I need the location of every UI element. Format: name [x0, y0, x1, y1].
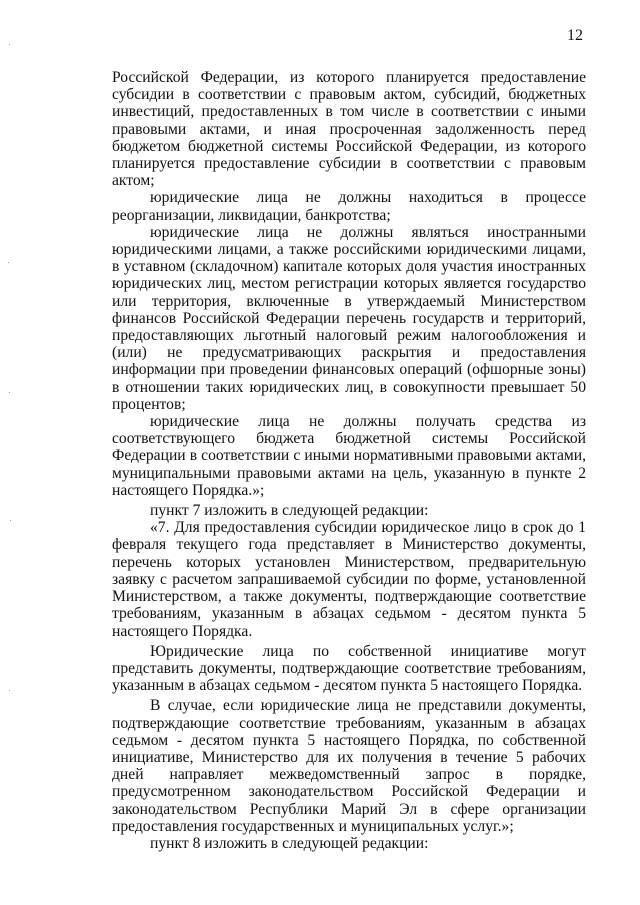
paragraph: Юридические лица по собственной инициативе могут представить документы, подтверждающие соответствие требованиям, указанным в абзацах седьмом - десятом пункта 5 настоящего Порядка. [112, 642, 586, 695]
scan-margin-mark [8, 262, 9, 263]
paragraph: Российской Федерации, из которого планируется предоставление субсидии в соответствии с правовым актом, субсидий, бюджетных инвестиций, предоставленных в том числе в соответствии с иными правовыми актами, и иная просроченная задолженность перед бюджетом бюджетной системы Российской Федерации, из которого планируется предоставление субсидии в соответствии с правовым актом; [112, 69, 586, 190]
scan-margin-mark [9, 392, 10, 393]
paragraph: юридические лица не должны находиться в процессе реорганизации, ликвидации, банкротства; [112, 189, 586, 224]
document-body [112, 69, 586, 852]
scan-margin-mark [9, 44, 10, 45]
scan-margin-mark [10, 520, 11, 521]
paragraph: юридические лица не должны являться иностранными юридическими лицами, а также российскими юридическими лицами, в уставном (складочном) капитале которых доля участия иностранных юридических лиц, местом регистрации которых является государство или территория, включенные в утверждаемый Министерством финансов Российской Федерации перечень государств и территорий, предоставляющих льготный налоговый режим налогообложения и (или) не предусматривающих раскрытия и предоставления информации при проведении финансовых операций (офшорные зоны) в отношении таких юридических лиц, в совокупности превышает 50 процентов; [112, 223, 586, 413]
page-number: 12 [567, 27, 583, 44]
paragraph: юридические лица не должны получать средства из соответствующего бюджета бюджетной системы Российской Федерации в соответствии с иными нормативными правовыми актами, муниципальными правовыми актами на цель, указанную в пункте 2 настоящего Порядка.»; [112, 413, 586, 499]
paragraph: «7. Для предоставления субсидии юридическое лицо в срок до 1 февраля текущего года представляет в Министерство документы, перечень которых установлен Министерством, предварительную заявку с расчетом запрашиваемой субсидии по форме, установленной Министерством, а также документы, подтверждающие соответствие требованиям, указанным в абзацах седьмом - десятом пункта 5 настоящего Порядка. [112, 519, 586, 640]
paragraph: пункт 8 изложить в следующей редакции: [150, 834, 429, 852]
paragraph: пункт 7 изложить в следующей редакции: [150, 502, 429, 520]
scan-margin-mark [9, 690, 10, 691]
paragraph: В случае, если юридические лица не представили документы, подтверждающие соответствие требованиям, указанным в абзацах седьмом - десятом пункта 5 настоящего Порядка, по собственной инициативе, Министерство для их получения в течение 5 рабочих дней направляет межведомственный запрос в порядке, предусмотренном законодательством Российской Федерации и законодательством Республики Марий Эл в сфере организации предоставления государственных и муниципальных услуг.»; [112, 697, 586, 835]
